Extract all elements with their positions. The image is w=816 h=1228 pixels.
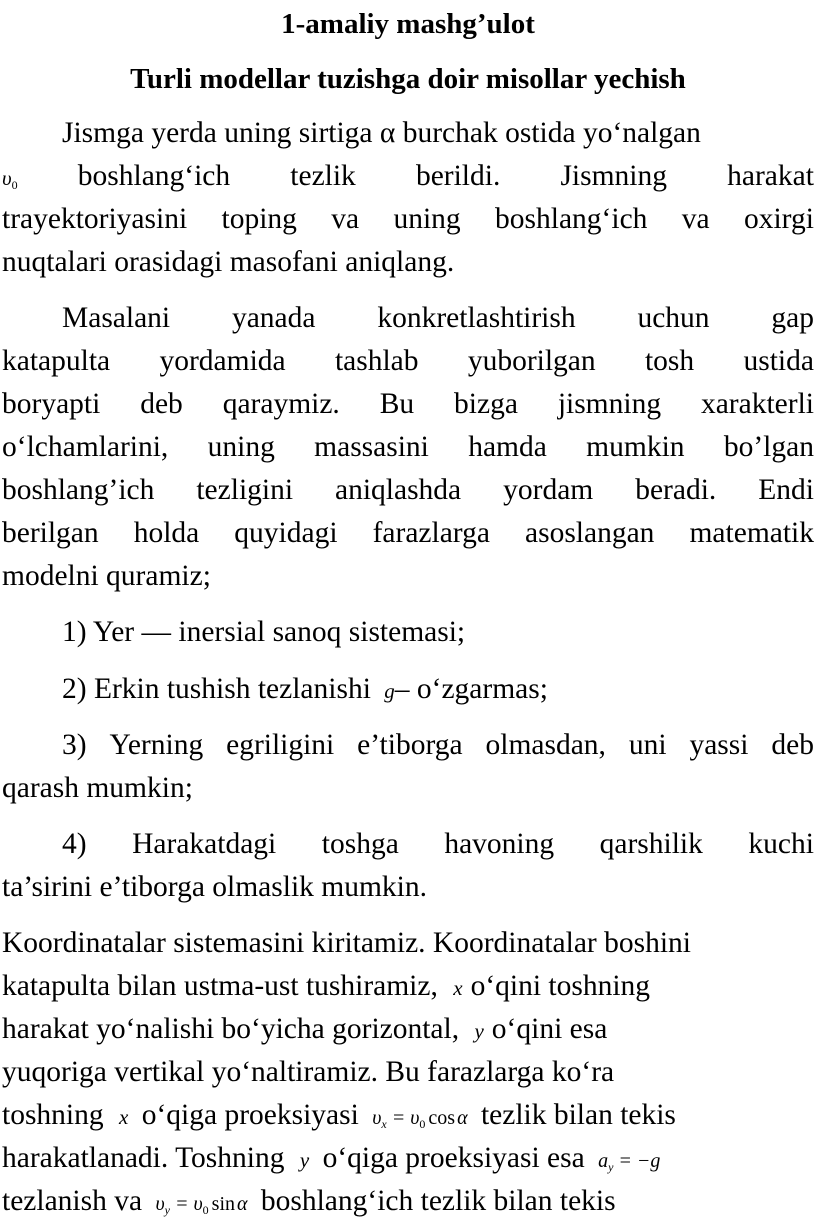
word: bizga [454, 388, 518, 420]
word: berilgan [2, 517, 99, 549]
word: farazlarga [372, 517, 490, 549]
word: beradi. [635, 474, 717, 506]
page-title: 1-amaliy mashg’ulot [281, 8, 535, 40]
word: asoslangan [525, 517, 655, 549]
p2-line-6 [2, 515, 814, 551]
word: va [331, 203, 360, 235]
word: boshlang‘ich [77, 160, 231, 192]
word: uchun [637, 302, 710, 334]
p3-line-5: toshning x o‘qiga proeksiyasi $\upsilon_x = \upsilon_0$ cos α tezlik bilan tekis [2, 1099, 676, 1131]
word: 3) [62, 729, 87, 761]
word: yordam [503, 474, 594, 506]
word: tashlab [334, 345, 419, 377]
g-symbol: g [384, 679, 395, 703]
word: tezligini [196, 474, 294, 506]
item-3-line-2: qarash mumkin; [2, 772, 193, 804]
formula-ay: $a_y = -g$ [598, 1150, 661, 1174]
word: oxirgi [743, 203, 814, 235]
word: jismning [557, 388, 662, 420]
word: harakat [727, 160, 814, 192]
word: Harakatdagi [132, 828, 277, 860]
word: deb [140, 388, 183, 420]
word: havoning [444, 828, 555, 860]
word: Yerning [109, 729, 204, 761]
word: e’tiborga [357, 729, 463, 761]
word: uning [393, 203, 461, 235]
word: Jismning [560, 160, 668, 192]
p1-line-1: Jismga yerda uning sirtiga α burchak ostida yo‘nalgan [62, 117, 701, 149]
word: katapulta [2, 345, 111, 377]
word: yuborilgan [467, 345, 596, 377]
word: tosh [644, 345, 695, 377]
p3-line-1: Koordinatalar sistemasini kiritamiz. Koordinatalar boshini [2, 927, 691, 959]
formula-vy: $\upsilon_y = \upsilon_0$ sin α [155, 1193, 248, 1217]
page-subtitle: Turli modellar tuzishga doir misollar yechish [130, 63, 686, 95]
word: egriligini [226, 729, 335, 761]
word: trayektoriyasini [2, 203, 188, 235]
word: toshga [321, 828, 399, 860]
word: yordamida [159, 345, 286, 377]
word: ustida [743, 345, 814, 377]
word: quyidagi [234, 517, 338, 549]
p2-line-3 [2, 386, 814, 422]
v0-symbol: $\upsilon_0$ [2, 166, 18, 192]
word: va [681, 203, 710, 235]
word: mumkin [586, 431, 685, 463]
word: bo’lgan [723, 431, 814, 463]
p3-line-3: harakat yo‘nalishi bo‘yicha gorizontal, y o‘qini esa [2, 1013, 608, 1045]
word: o‘lchamlarini, [2, 431, 169, 463]
word: olmasdan, [485, 729, 606, 761]
p2-line-4 [2, 429, 814, 465]
word: 4) [62, 828, 87, 860]
item-1: 1) Yer — inersial sanoq sistemasi; [62, 616, 466, 648]
formula-vx: $\upsilon_x = \upsilon_0$ cos α [372, 1107, 468, 1131]
p3-line-4: yuqoriga vertikal yo‘naltiramiz. Bu farazlarga ko‘ra [2, 1056, 615, 1088]
item-2: 2) Erkin tushish tezlanishi g– o‘zgarmas; [62, 673, 548, 705]
word: aniqlashda [335, 474, 462, 506]
p3-line-6: harakatlanadi. Toshning y o‘qiga proeksiyasi esa $a_y = -g$ [2, 1142, 661, 1174]
word: massasini [314, 431, 429, 463]
word: uni [628, 729, 667, 761]
p3-line-2: katapulta bilan ustma-ust tushiramiz, x o‘qini toshning [2, 970, 651, 1002]
word: toping [221, 203, 297, 235]
y-axis-symbol: y [299, 1148, 310, 1172]
word: kuchi [748, 828, 814, 860]
x-axis-symbol: x [453, 976, 463, 1000]
word: yassi [689, 729, 749, 761]
word: berildi. [415, 160, 501, 192]
word: gap [771, 302, 814, 334]
word: yanada [231, 302, 316, 334]
word: boshlang‘ich [495, 203, 648, 235]
item-4-line-2: ta’sirini e’tiborga olmaslik mumkin. [2, 871, 427, 903]
word: boryapti [2, 388, 101, 420]
item-4-line-1 [62, 826, 814, 862]
p3-line-7: tezlanish va $\upsilon_y = \upsilon_0$ sin α boshlang‘ich tezlik bilan tekis [2, 1185, 616, 1217]
word: Masalani [62, 302, 171, 334]
p1-line-4: nuqtalari orasidagi masofani aniqlang. [2, 246, 455, 278]
word: deb [771, 729, 814, 761]
p1-line-3 [2, 201, 814, 237]
word: hamda [468, 431, 547, 463]
p1-line-2 [2, 158, 814, 203]
p2-line-5 [2, 472, 814, 508]
word: qarshilik [599, 828, 703, 860]
word: Bu [379, 388, 415, 420]
p2-line-1 [62, 300, 814, 336]
x-axis-symbol: x [119, 1105, 129, 1129]
p2-line-7: modelni quramiz; [2, 560, 211, 592]
word: matematik [689, 517, 814, 549]
word: qaraymiz. [222, 388, 340, 420]
word: konkretlashtirish [377, 302, 576, 334]
word: boshlang’ich [2, 474, 155, 506]
item-3-line-1 [62, 727, 814, 763]
word: holda [133, 517, 200, 549]
word: Endi [758, 474, 814, 506]
word: tezlik [290, 160, 356, 192]
word: uning [207, 431, 275, 463]
word: xarakterli [700, 388, 814, 420]
p2-line-2 [2, 343, 814, 379]
y-axis-symbol: y [474, 1019, 484, 1043]
